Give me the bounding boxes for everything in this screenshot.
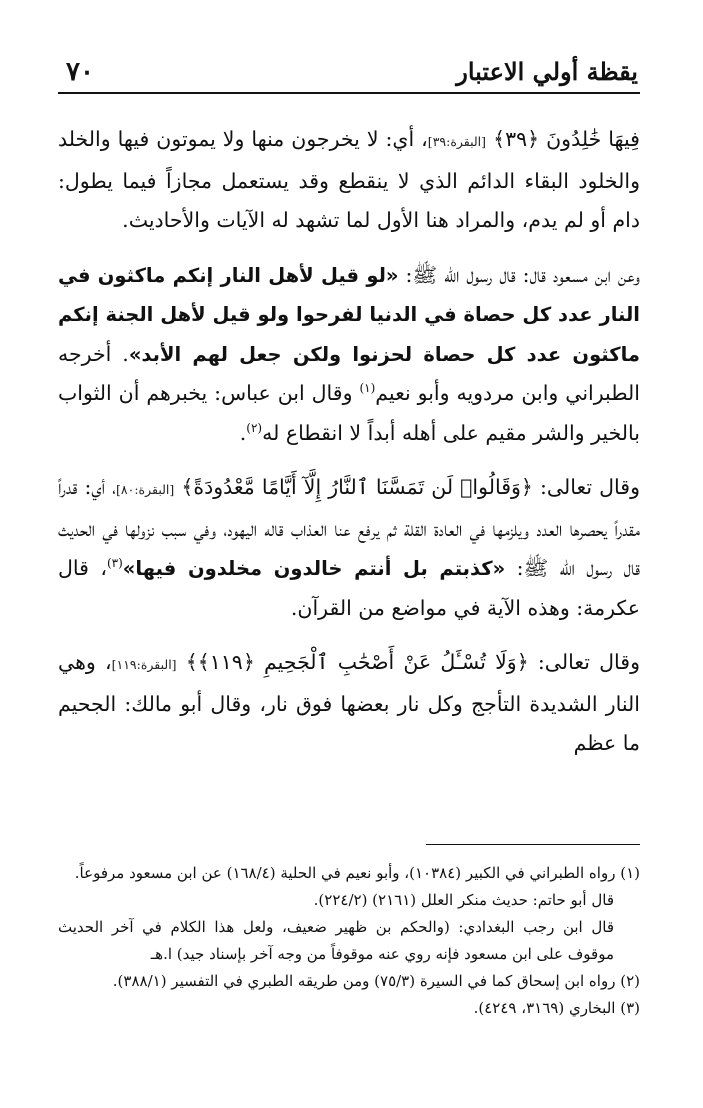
paragraph-2 <box>58 256 640 454</box>
quran-verse: ﴿وَقَالُوا۟ لَن تَمَسَّنَا ٱلنَّارُ إِلَّآ أَيَّامًا مَّعْدُودَةً﴾ <box>181 475 533 499</box>
quran-verse: ﴿وَلَا تُسْـَٔلُ عَنْ أَصْحَٰبِ ٱلْجَحِيمِ ﴿١١٩﴾﴾ <box>185 650 529 674</box>
paragraph-text: ، أي: لا يخرجون منها ولا يموتون فيها والخلد والخلود البقاء الدائم الذي لا ينقطع وقد يستعمل مجازاً فيما يطول: دام أو لم يدم، والمراد هنا الأول لما تشهد له الآيات والأحاديث. <box>58 127 640 232</box>
footnote-divider <box>426 844 640 845</box>
footnote-line: (٢) رواه ابن إسحاق كما في السيرة (٧٥/٣) ومن طريقه الطبري في التفسير (٣٨٨/١). <box>112 972 640 990</box>
paragraph-intro: وعن ابن مسعود قال: قال رسول الله ﷺ: <box>398 262 640 287</box>
paragraph-text: . أخرجه الطبراني وابن مردويه وأبو نعيم <box>58 341 640 405</box>
footnote-line: قال ابن رجب البغدادي: (والحكم بن ظهير ضعيف، ولعل هذا الكلام في آخر الحديث موقوف على ابن مسعود فإنه روي عنه موقوفاً من وجه آخر بإسناد جيد) ا.هـ <box>58 918 614 963</box>
verse-reference: [البقرة:٨٠] <box>116 482 175 497</box>
paragraph-text: ، وهي النار الشديدة التأجج وكل نار بعضها فوق نار، وقال أبو مالك: الجحيم ما عظم <box>58 650 640 755</box>
paragraph-intro: وقال تعالى: <box>532 475 640 499</box>
running-title: يقظة أولي الاعتبار <box>456 57 638 86</box>
paragraph-1 <box>58 120 640 241</box>
paragraph-text: ، قال عكرمة: وهذه الآية في مواضع من القرآن. <box>58 556 640 620</box>
verse-reference: [البقرة:١١٩] <box>111 657 177 672</box>
footnote-marker-3[interactable]: (٣) <box>106 556 123 571</box>
footnote-line: (١) رواه الطبراني في الكبير (١٠٣٨٤)، وأبو نعيم في الحلية (١٦٨/٤) عن ابن مسعود مرفوعاً. <box>74 864 640 882</box>
body-text <box>58 120 640 764</box>
paragraph-text: وقال ابن عباس: يخبرهم أن الثواب بالخير والشر مقيم على أهله أبداً لا انقطاع له <box>58 381 640 445</box>
footnote-line: (٣) البخاري (٣١٦٩، ٤٢٤٩). <box>473 999 640 1017</box>
footnote-line: قال أبو حاتم: حديث منكر العلل (٢١٦١) (٢٢٤/٢). <box>313 891 614 909</box>
verse-reference: [البقرة:٣٩] <box>427 134 487 149</box>
paragraph-text: . <box>239 420 247 445</box>
footnotes <box>58 860 640 1022</box>
quran-verse: فِيهَا خَٰلِدُونَ ﴿٣٩﴾ <box>493 127 640 151</box>
footnote-marker-2[interactable]: (٢) <box>246 420 263 435</box>
paragraph-4 <box>58 643 640 764</box>
hadith-quote: «كذبتم بل أنتم خالدون مخلدون فيها» <box>122 557 506 580</box>
paragraph-intro: وقال تعالى: <box>528 650 640 674</box>
page-number: ٧٠ <box>66 57 94 87</box>
hadith-quote: «لو قيل لأهل النار إنكم ماكثون في النار عدد كل حصاة في الدنيا لفرحوا ولو قيل لأهل الجنة إنكم ماكثون عدد كل حصاة لحزنوا ولكن جعل لهم الأبد» <box>58 263 640 366</box>
footnote-marker-1[interactable]: (١) <box>359 381 376 396</box>
paragraph-3 <box>58 468 640 628</box>
paragraph-text: ، أي: قدراً مقدراً يحصرها العدد ويلزمها في العادة القلة ثم يرفع عنا العذاب قاله اليهود، وفي سبب نزولها في الحديث قال رسول الله ﷺ: <box>58 475 640 580</box>
book-page <box>58 52 640 1092</box>
page-header <box>58 52 640 94</box>
